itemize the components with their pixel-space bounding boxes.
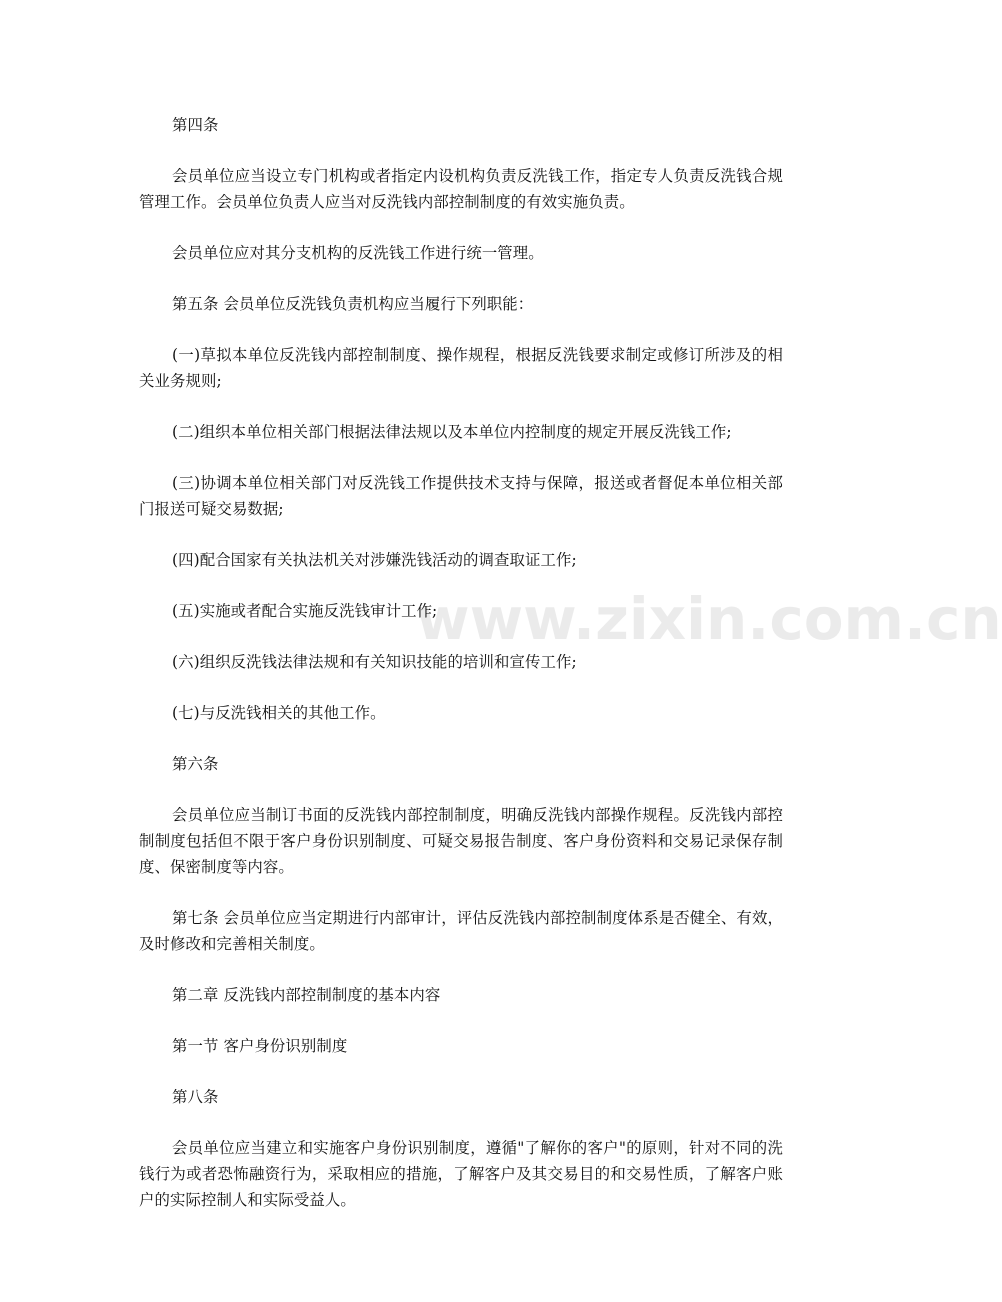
article-8-paragraph: 会员单位应当建立和实施客户身份识别制度，遵循"了解你的客户"的原则，针对不同的洗钱行为或者恐怖融资行为，采取相应的措施，了解客户及其交易目的和交易性质，了解客户账户的实际控制人和实际受益人。 [139,1139,783,1209]
article-8-heading: 第八条 [172,1088,219,1106]
article-5-item-6: (六)组织反洗钱法律法规和有关知识技能的培训和宣传工作; [172,653,577,671]
article-5-item-5: (五)实施或者配合实施反洗钱审计工作; [172,602,438,620]
article-6-heading: 第六条 [172,755,219,773]
article-7-paragraph: 第七条 会员单位应当定期进行内部审计，评估反洗钱内部控制制度体系是否健全、有效，及时修改和完善相关制度。 [139,909,783,953]
article-5-heading: 第五条 会员单位反洗钱负责机构应当履行下列职能： [172,295,534,313]
chapter-2-heading: 第二章 反洗钱内部控制制度的基本内容 [172,986,441,1004]
article-4-heading: 第四条 [172,116,219,134]
article-4-paragraph-2: 会员单位应对其分支机构的反洗钱工作进行统一管理。 [172,244,544,262]
section-1-heading: 第一节 客户身份识别制度 [172,1037,348,1055]
article-5-item-1: (一)草拟本单位反洗钱内部控制制度、操作规程，根据反洗钱要求制定或修订所涉及的相关业务规则; [139,346,783,390]
document-body [139,112,783,1238]
article-5-item-7: (七)与反洗钱相关的其他工作。 [172,704,386,722]
site-watermark: www.zixin.com.cn [416,585,1002,653]
article-5-item-4: (四)配合国家有关执法机关对涉嫌洗钱活动的调查取证工作; [172,551,577,569]
article-5-item-3: (三)协调本单位相关部门对反洗钱工作提供技术支持与保障，报送或者督促本单位相关部门报送可疑交易数据; [139,474,783,518]
article-4-paragraph-1: 会员单位应当设立专门机构或者指定内设机构负责反洗钱工作，指定专人负责反洗钱合规管理工作。会员单位负责人应当对反洗钱内部控制制度的有效实施负责。 [139,167,783,211]
article-6-paragraph: 会员单位应当制订书面的反洗钱内部控制制度，明确反洗钱内部操作规程。反洗钱内部控制制度包括但不限于客户身份识别制度、可疑交易报告制度、客户身份资料和交易记录保存制度、保密制度等内容。 [139,806,783,876]
article-5-item-2: (二)组织本单位相关部门根据法律法规以及本单位内控制度的规定开展反洗钱工作; [172,423,732,441]
